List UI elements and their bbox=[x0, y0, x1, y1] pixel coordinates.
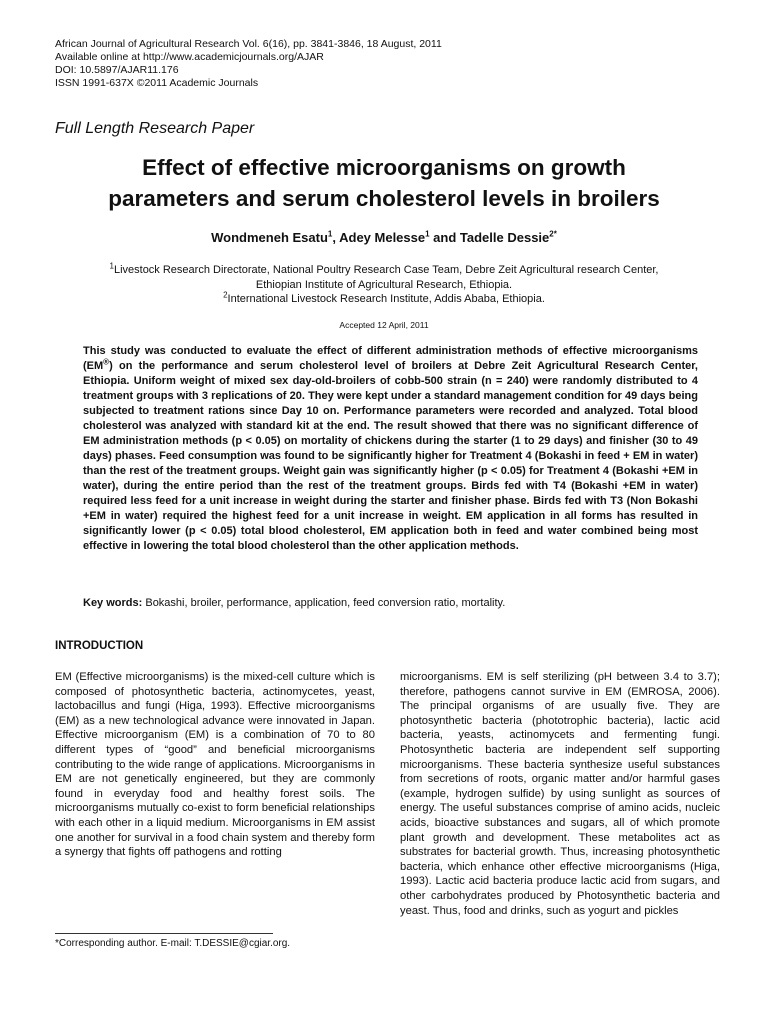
affiliation-marker: 1 bbox=[327, 229, 333, 239]
affiliation-2: $^2$International Livestock Research Institute, Addis Ababa, Ethiopia. bbox=[223, 290, 545, 305]
journal-issn: ISSN 1991-637X ©2011 Academic Journals bbox=[55, 77, 259, 89]
introduction-heading: INTRODUCTION bbox=[55, 640, 144, 652]
paper-title bbox=[40, 152, 728, 214]
corresponding-author-footnote: *Corresponding author. E-mail: T.DESSIE@cgiar.org. bbox=[55, 938, 291, 949]
keywords-text: Bokashi, broiler, performance, application, feed conversion ratio, mortality. bbox=[142, 597, 506, 609]
journal-availability: Available online at http://www.academicjournals.org/AJAR bbox=[55, 51, 324, 63]
body-column-left: EM (Effective microorganisms) is the mixed-cell culture which is composed of photosynthetic bacteria, actinomycetes, yeast, lactobacillus and fungi (Higa, 1993). Effective microorganisms (EM) as a new technological advance were innovated in Japan. Effective microorganism (EM) is a combination of 70 to 80 different types of “good” and beneficial microorganisms contributing to the wide range of applications. Microorganisms in EM are not genetically engineered, but they are commonly found in everyday food and healthy forest soils. The microorganisms mutually co-exist to form beneficial relationships with each other in a liquid medium. Microorganisms in EM assist one another for survival in a food chain system and thereby form a synergy that fights off pathogens and rotting bbox=[55, 671, 375, 859]
author-list bbox=[40, 230, 728, 245]
author-separator: , bbox=[332, 230, 340, 245]
footnote-divider bbox=[55, 933, 273, 934]
registered-mark: ® bbox=[103, 357, 110, 367]
affiliation-1-cont: Ethiopian Institute of Agricultural Research, Ethiopia. bbox=[255, 278, 513, 291]
journal-doi: DOI: 10.5897/AJAR11.176 bbox=[55, 64, 179, 76]
title-line-2: parameters and serum cholesterol levels in broilers bbox=[108, 186, 660, 211]
affiliation-marker: 2* bbox=[549, 229, 557, 239]
author-name: Adey Melesse bbox=[339, 230, 426, 245]
abstract: This study was conducted to evaluate the effect of different administration methods of effective microorganisms (EM®) on the performance and serum cholesterol level of broilers at Debre Zeit Agricultural Research Center, Ethiopia. Uniform weight of mixed sex day-old-broilers of cobb-500 strain (n = 240) were randomly distributed to 4 treatment groups with 3 replications of 20. They were kept under a standard management condition for 49 days being subjected to treatment rations since Day 10 on. Performance parameters were recorded and analyzed. Total blood cholesterol was analyzed with standard kit at the end. The result showed that there was no significant difference of EM administration methods (p < 0.05) on mortality of chickens during the starter (1 to 29 days) and finisher (30 to 49 days) phases. Feed consumption was found to be significantly higher for Treatment 4 (Bokashi in feed + EM in water) than the rest of the treatment groups. Weight gain was significantly higher (p < 0.05) for Treatment 4 (Bokashi +EM in water), during the entire period than the rest of the treatment groups. Birds fed with T4 (Bokashi +EM in water) required less feed for a unit increase in weight during the starter and finisher phase. Birds fed with T3 (Non Bokashi +EM in water) required the highest feed for a unit increase in weight. EM application in all forms has resulted in significantly lower (p < 0.05) total blood cholesterol, EM application both in feed and water combined being most effective in lowering the total blood cholesterol than the other application methods. bbox=[83, 345, 698, 552]
body-column-right: microorganisms. EM is self sterilizing (pH between 3.4 to 3.7); therefore, pathogens cannot survive in EM (EMROSA, 2006). The principal organisms of are usually five. They are photosynthetic bacteria (phototrophic bacteria), lactic acid bacteria, yeasts, actinomycets and fermenting fungi. Photosynthetic bacteria are independent self supporting microorganisms. These bacteria synthesize useful substances from secretions of roots, organic matter and/or harmful gases (example, hydrogen sulfide) by using sunlight as sources of energy. The useful substances comprise of amino acids, nucleic acids, bioactive substances and sugars, all of which promote plant growth and development. These metabolites act as substrates for bacterial growth. Thus, increasing photosynthetic bacteria, which enhance other effective microorganisms (Higa, 1993). Lactic acid bacteria produce lactic acid from sugars, and other carbohydrates produced by Photosynthetic bacteria and yeast. Thus, food and drinks, such as yogurt and pickles bbox=[400, 671, 720, 917]
affiliation-1: $^1$Livestock Research Directorate, National Poultry Research Case Team, Debre Zeit Agricultural research Center, bbox=[109, 261, 659, 276]
corresponding-marker: * bbox=[553, 229, 557, 239]
journal-citation: African Journal of Agricultural Research Vol. 6(16), pp. 3841-3846, 18 August, 2011 bbox=[55, 38, 442, 50]
author-name: Tadelle Dessie bbox=[459, 230, 550, 245]
keywords bbox=[83, 597, 698, 609]
affiliation-marker: 1 bbox=[425, 229, 430, 239]
paper-type: Full Length Research Paper bbox=[55, 120, 255, 137]
author-name: Wondmeneh Esatu bbox=[211, 230, 328, 245]
author-separator: and bbox=[429, 230, 460, 245]
journal-header bbox=[55, 38, 442, 90]
title-line-1: Effect of effective microorganisms on growth bbox=[142, 155, 626, 180]
affiliations bbox=[40, 263, 728, 307]
keywords-label: Key words: bbox=[83, 597, 143, 609]
accepted-date: Accepted 12 April, 2011 bbox=[339, 320, 429, 330]
